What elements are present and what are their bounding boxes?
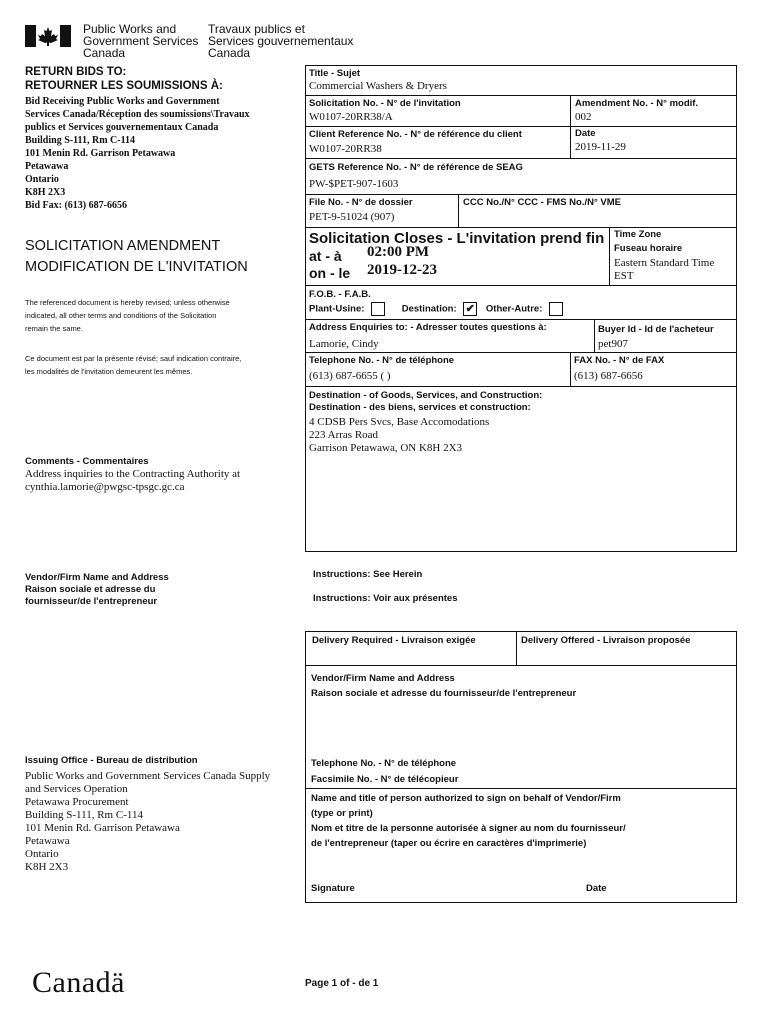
signature-label: Signature: [311, 883, 355, 894]
time-zone-abbrev: EST: [614, 270, 634, 282]
closing-time-value: 02:00 PM: [367, 244, 430, 260]
address-enquiries-value: Lamorie, Cindy: [309, 338, 379, 350]
address-enquiries-label: Address Enquiries to: - Adresser toutes questions à:: [309, 322, 547, 333]
return-bids-heading: [25, 65, 223, 93]
time-zone-value: Eastern Standard Time: [614, 257, 715, 269]
return-bids-address: Bid Receiving Public Works and Government Services Canada/Réception des soumissions\Travaux publics et Services gouvernementaux Canada Building S-111, Rm C-114 101 Menin Rd. Garrison Petawawa Petawawa Ontario K8H 2X3 Bid Fax: (613) 687-6656: [25, 96, 250, 211]
issuing-office-address: Public Works and Government Services Canada Supply and Services Operation Petawawa Procurement Building S-111, Rm C-114 101 Menin Rd. Garrison Petawawa Petawawa Ontario K8H 2X3: [25, 770, 271, 873]
instructions-fr: Instructions: Voir aux présentes: [313, 593, 458, 604]
authorized-person-label: Name and title of person authorized to sign on behalf of Vendor/Firm (type or print) Nom et titre de la personne autorisée à signer au nom du fournisseur/ de l'entrepreneur (taper ou écrire en caractères d'imprimerie): [311, 793, 626, 849]
vendor-firm-label-fr: Raison sociale et adresse du fournisseur/de l'entrepreneur: [311, 688, 577, 699]
time-zone-label-en: Time Zone: [614, 229, 662, 240]
title-value: Commercial Washers & Dryers: [309, 80, 447, 92]
file-no-label: File No. - N° de dossier: [309, 197, 413, 208]
destination-checkbox[interactable]: ✔: [463, 302, 477, 316]
vendor-firm-label: Vendor/Firm Name and Address: [311, 673, 455, 684]
amendment-text-fr: Ce document est par la présente révisé; sauf indication contraire, les modalités de l'invitation demeurent les mêmes.: [25, 354, 242, 376]
comments-label: Comments - Commentaires: [25, 456, 149, 467]
gets-reference-value: PW-$PET-907-1603: [309, 178, 399, 190]
dept-fr-line: Canada: [208, 46, 251, 60]
time-zone-label-fr: Fuseau horaire: [614, 243, 683, 254]
vendor-telephone-label: Telephone No. - N° de téléphone: [311, 758, 457, 769]
buyer-id-label: Buyer Id - Id de l'acheteur: [598, 324, 714, 335]
return-bids-title-en: RETURN BIDS TO:: [25, 66, 127, 78]
file-no-value: PET-9-51024 (907): [309, 211, 395, 223]
fax-label: FAX No. - N° de FAX: [574, 355, 665, 366]
title-label: Title - Sujet: [309, 68, 361, 79]
solicitation-closes-title: Solicitation Closes - L'invitation prend fin: [309, 230, 605, 247]
on-label: on - le: [309, 265, 351, 281]
amendment-heading: [25, 236, 248, 278]
delivery-required-label: Delivery Required - Livraison exigée: [312, 635, 476, 646]
telephone-value: (613) 687-6655 ( ): [309, 370, 391, 382]
solicitation-no-value: W0107-20RR38/A: [309, 111, 393, 123]
dept-en-line: Government Services: [83, 34, 199, 48]
amendment-no-value: 002: [575, 111, 592, 123]
dept-en-line: Public Works and: [83, 22, 177, 36]
client-reference-value: W0107-20RR38: [309, 143, 382, 155]
dept-en-line: Canada: [83, 46, 126, 60]
client-reference-label: Client Reference No. - N° de référence du client: [309, 129, 522, 140]
department-name-fr: [208, 23, 353, 59]
fob-options: [309, 302, 563, 316]
date-value: 2019-11-29: [575, 141, 626, 153]
gets-reference-label: GETS Reference No. - N° de référence de SEAG: [309, 162, 523, 173]
closing-date-value: 2019-12-23: [367, 262, 437, 278]
buyer-id-value: pet907: [598, 338, 628, 350]
fax-value: (613) 687-6656: [574, 370, 643, 382]
destination-address: 4 CDSB Pers Svcs, Base Accomodations 223 Arras Road Garrison Petawawa, ON K8H 2X3: [309, 416, 490, 454]
vendor-firm-label-left: Vendor/Firm Name and Address Raison sociale et adresse du fournisseur/de l'entrepreneur: [25, 572, 169, 607]
return-bids-title-fr: RETOURNER LES SOUMISSIONS À:: [25, 80, 223, 92]
solicitation-no-label: Solicitation No. - N° de l'invitation: [309, 98, 461, 109]
signature-date-label: Date: [586, 883, 607, 894]
issuing-office-label: Issuing Office - Bureau de distribution: [25, 755, 198, 766]
amendment-title-fr: MODIFICATION DE L'INVITATION: [25, 259, 248, 275]
destination-label: Destination:: [401, 303, 457, 315]
amendment-text-en: The referenced document is hereby revised; unless otherwise indicated, all other terms and conditions of the Solicitation remain the same.: [25, 298, 230, 333]
fob-label: F.O.B. - F.A.B.: [309, 289, 371, 300]
at-label: at - à: [309, 248, 342, 264]
vendor-facsimile-label: Facsimile No. - N° de télécopieur: [311, 774, 459, 785]
other-checkbox[interactable]: [549, 302, 563, 316]
destination-goods-label-en: Destination - of Goods, Services, and Construction:: [309, 390, 543, 401]
destination-goods-label-fr: Destination - des biens, services et construction:: [309, 402, 531, 413]
comments-text: Address inquiries to the Contracting Authority at cynthia.lamorie@pwgsc-tpsgc.gc.ca: [25, 468, 241, 493]
canada-wordmark: Canadä: [32, 966, 125, 999]
ccc-no-label: CCC No./N° CCC - FMS No./N° VME: [463, 197, 622, 208]
delivery-offered-label: Delivery Offered - Livraison proposée: [521, 635, 691, 646]
instructions-en: Instructions: See Herein: [313, 569, 423, 580]
telephone-label: Telephone No. - N° de téléphone: [309, 355, 455, 366]
date-label: Date: [575, 128, 596, 139]
canada-flag-icon: [25, 25, 71, 52]
page-number: Page 1 of - de 1: [305, 978, 379, 989]
department-name-en: [83, 23, 198, 59]
plant-checkbox[interactable]: [371, 302, 385, 316]
amendment-no-label: Amendment No. - N° modif.: [575, 98, 699, 109]
dept-fr-line: Travaux publics et: [208, 22, 305, 36]
amendment-title-en: SOLICITATION AMENDMENT: [25, 238, 221, 254]
other-label: Other-Autre:: [485, 303, 543, 315]
plant-label: Plant-Usine:: [309, 303, 365, 315]
dept-fr-line: Services gouvernementaux: [208, 34, 354, 48]
